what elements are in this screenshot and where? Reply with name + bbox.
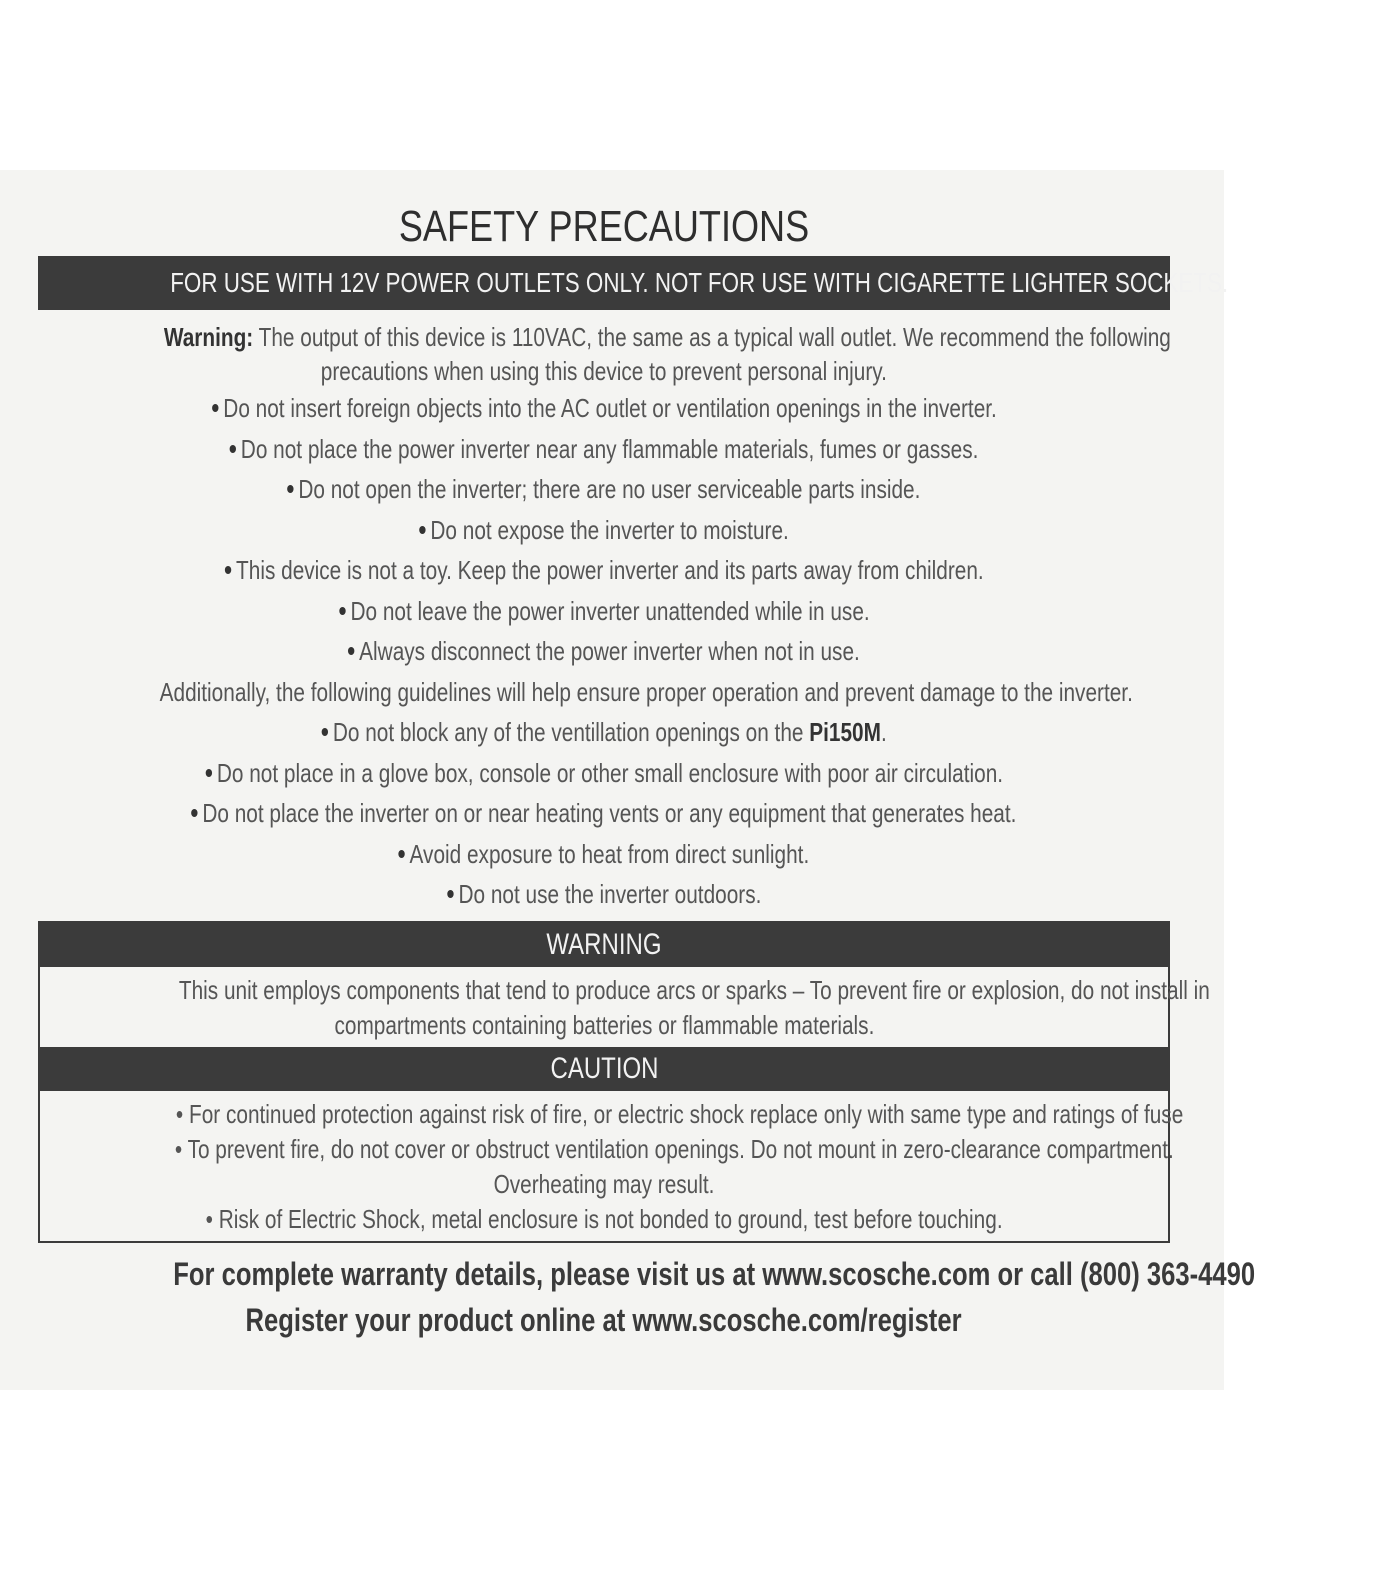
bullet-icon: • — [205, 1203, 213, 1234]
list-item: This device is not a toy. Keep the power inverter and its parts away from children. — [38, 550, 1170, 591]
bullet-icon: • — [175, 1098, 184, 1129]
bullet-icon — [321, 728, 327, 736]
warning-line2: compartments containing batteries or flammable materials. — [334, 1009, 874, 1040]
bullet-icon — [191, 809, 197, 817]
footer: For complete warranty details, please visit us at www.scosche.com or call (800) 363-4490 Register your product online at www.scosche.com/register — [173, 1255, 1256, 1338]
model-name: Pi150M — [809, 717, 881, 747]
list-item: Do not open the inverter; there are no user serviceable parts inside. — [38, 469, 1170, 510]
page-title: SAFETY PRECAUTIONS — [398, 202, 810, 251]
safety-document — [38, 198, 1256, 1343]
list-item: Do not insert foreign objects into the AC outlet or ventilation openings in the inverter. — [38, 388, 1170, 429]
warning-lead: Warning: — [163, 322, 254, 352]
list-item: Do not place in a glove box, console or other small enclosure with poor air circulation. — [38, 753, 1170, 794]
bullet-icon: • — [174, 1133, 183, 1164]
guidelines-list — [38, 712, 1170, 915]
caution-heading: CAUTION — [40, 1047, 1168, 1091]
warning-intro-line1: The output of this device is 110VAC, the same as a typical wall outlet. We recommend the following — [258, 322, 1171, 352]
list-item: Do not expose the inverter to moisture. — [38, 510, 1170, 551]
warning-intro — [38, 320, 1170, 388]
list-item: Do not use the inverter outdoors. — [38, 874, 1170, 915]
warning-body — [40, 967, 1210, 1047]
precautions-list — [38, 388, 1170, 672]
bullet-icon — [399, 850, 405, 858]
list-item: Do not place the power inverter near any flammable materials, fumes or gasses. — [38, 429, 1170, 470]
register-link[interactable]: www.scosche.com/register — [632, 1301, 963, 1338]
list-item: Avoid exposure to heat from direct sunlight. — [38, 834, 1170, 875]
bullet-icon — [419, 526, 425, 534]
warning-line1: This unit employs components that tend to produce arcs or sparks – To prevent fire or explosion, do not install in — [178, 974, 1210, 1005]
bullet-icon — [447, 890, 453, 898]
bullet-icon — [339, 607, 345, 615]
list-item: Do not block any of the ventillation openings on the Pi150M. — [38, 712, 1170, 753]
warning-heading: WARNING — [40, 923, 1168, 967]
list-item: Do not leave the power inverter unattended while in use. — [38, 591, 1170, 632]
list-item: Always disconnect the power inverter when not in use. — [38, 631, 1170, 672]
caution-item2-line1: To prevent fire, do not cover or obstruct ventilation openings. Do not mount in zero-clearance compartment. — [187, 1133, 1174, 1164]
list-item: Do not place the inverter on or near heating vents or any equipment that generates heat. — [38, 793, 1170, 834]
bullet-icon — [230, 445, 236, 453]
usage-banner-text: FOR USE WITH 12V POWER OUTLETS ONLY. NOT FOR USE WITH CIGARETTE LIGHTER SOCKETS. — [170, 267, 1229, 298]
caution-item2-line2: Overheating may result. — [493, 1168, 715, 1199]
warning-intro-line2: precautions when using this device to prevent personal injury. — [320, 356, 888, 386]
website-link[interactable]: www.scosche.com — [762, 1255, 991, 1292]
bullet-icon — [287, 485, 293, 493]
caution-item3: Risk of Electric Shock, metal enclosure is not bonded to ground, test before touching. — [218, 1203, 1003, 1234]
caution-item1: For continued protection against risk of fire, or electric shock replace only with same type and ratings of fuse — [188, 1098, 1184, 1129]
phone-number: (800) 363-4490 — [1079, 1255, 1256, 1292]
warning-caution-box — [38, 921, 1210, 1243]
caution-body — [40, 1091, 1184, 1241]
additional-intro: Additionally, the following guidelines will help ensure proper operation and prevent damage to the inverter. — [159, 676, 1133, 707]
usage-banner — [38, 256, 1229, 310]
bullet-icon — [225, 566, 231, 574]
bullet-icon — [348, 647, 354, 655]
bullet-icon — [205, 769, 211, 777]
bullet-icon — [212, 404, 218, 412]
